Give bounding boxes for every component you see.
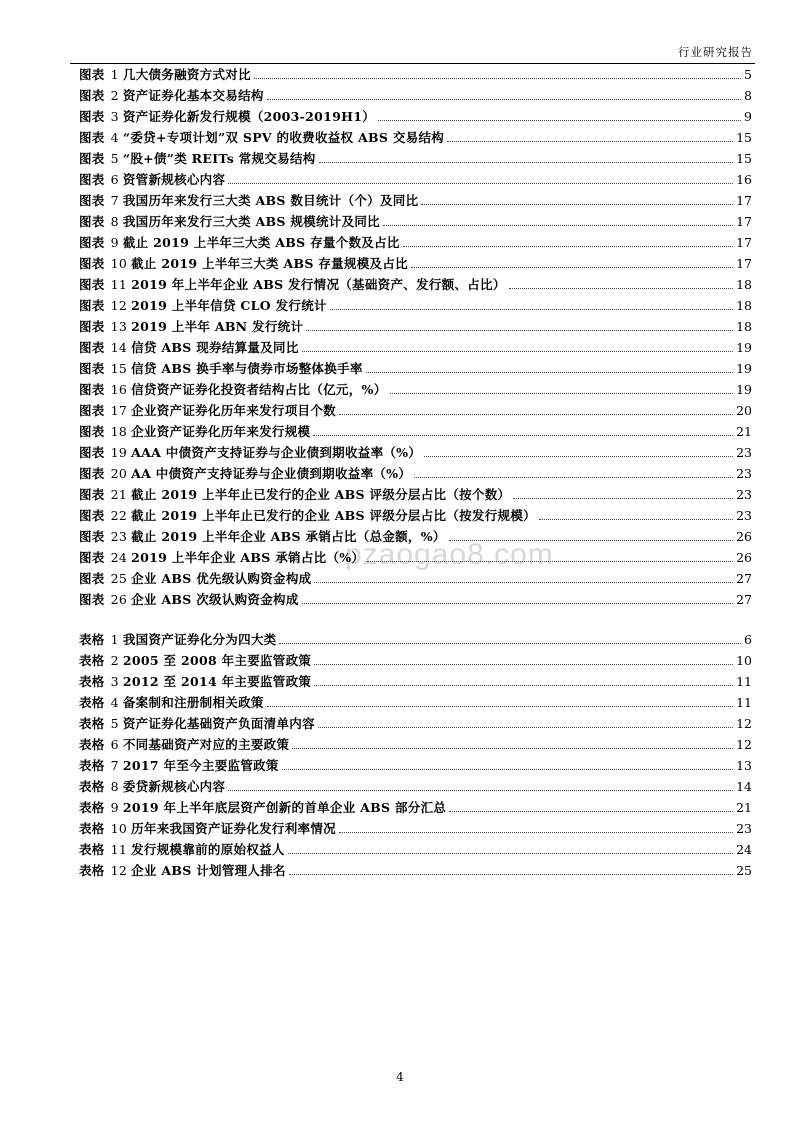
toc-dot-leader (339, 414, 733, 415)
toc-entry[interactable] (79, 379, 752, 400)
toc-entry-kind: 图表 (79, 340, 105, 355)
toc-entry-title: 企业资产证券化历年来发行规模 (131, 424, 311, 439)
toc-entry-kind: 表格 (79, 821, 105, 836)
toc-dot-leader (339, 832, 733, 833)
toc-entry-kind: 表格 (79, 842, 105, 857)
toc-entry-kind: 图表 (79, 424, 105, 439)
toc-entry-page: 15 (736, 151, 752, 166)
toc-entry-number: 22 (110, 508, 128, 523)
toc-entry-kind: 图表 (79, 256, 105, 271)
toc-entry-label (79, 568, 311, 589)
toc-entry-title: 2017 年至今主要监管政策 (122, 758, 279, 773)
toc-entry-kind: 表格 (79, 653, 105, 668)
toc-entry-title: 截止 2019 上半年止已发行的企业 ABS 评级分层占比（按发行规模） (131, 508, 536, 523)
toc-dot-leader (424, 456, 733, 457)
toc-entry-page: 23 (736, 821, 752, 836)
toc-entry-number: 12 (110, 863, 128, 878)
toc-entry-label (79, 400, 336, 421)
toc-entry-page: 11 (736, 674, 752, 689)
toc-dot-leader (378, 120, 741, 121)
toc-entry-page: 19 (736, 340, 752, 355)
toc-entry-number: 20 (110, 466, 128, 481)
toc-dot-leader (289, 874, 733, 875)
toc-entry-label (79, 629, 276, 650)
toc-entry-page: 15 (736, 130, 752, 145)
toc-dot-leader (288, 853, 733, 854)
toc-entry-kind: 图表 (79, 172, 105, 187)
toc-dot-leader (282, 769, 733, 770)
toc-entry[interactable] (79, 64, 752, 85)
toc-entry-kind: 图表 (79, 214, 105, 229)
toc-entry-label (79, 295, 327, 316)
toc-entry[interactable] (79, 797, 752, 818)
toc-entry-kind: 图表 (79, 529, 105, 544)
toc-entry-page: 13 (736, 758, 752, 773)
toc-entry-title: 不同基础资产对应的主要政策 (122, 737, 290, 752)
toc-entry-title: 截止 2019 上半年三大类 ABS 存量个数及占比 (122, 235, 400, 250)
toc-entry-kind: 图表 (79, 571, 105, 586)
toc-dot-leader (449, 540, 733, 541)
toc-entry-title: 资产证券化基础资产负面清单内容 (122, 716, 315, 731)
toc-entry-label (79, 671, 311, 692)
toc-entry[interactable] (79, 776, 752, 797)
toc-entry-label (79, 274, 506, 295)
toc-entry-label (79, 190, 418, 211)
toc-entry[interactable] (79, 671, 752, 692)
toc-entry-number: 5 (110, 151, 119, 166)
toc-dot-leader (449, 811, 733, 812)
figures-toc (79, 64, 752, 610)
toc-entry-title: 2019 上半年企业 ABS 承销占比（%） (131, 550, 365, 565)
toc-dot-leader (319, 162, 734, 163)
toc-entry-label (79, 358, 363, 379)
toc-entry-title: “委贷+专项计划”双 SPV 的收费收益权 ABS 交易结构 (122, 130, 445, 145)
toc-entry-kind: 图表 (79, 487, 105, 502)
page-header (70, 44, 755, 64)
toc-entry-label (79, 211, 380, 232)
toc-entry-label (79, 127, 444, 148)
toc-entry-label (79, 797, 446, 818)
toc-dot-leader (403, 246, 733, 247)
toc-entry-title: 企业 ABS 计划管理人排名 (131, 863, 286, 878)
toc-entry-page: 11 (736, 695, 752, 710)
toc-entry-page: 19 (736, 382, 752, 397)
toc-dot-leader (539, 519, 733, 520)
toc-entry[interactable] (79, 818, 752, 839)
toc-entry-label (79, 589, 299, 610)
toc-entry-title: 我国资产证券化分为四大类 (122, 632, 277, 647)
toc-entry-number: 17 (110, 403, 128, 418)
toc-entry-label (79, 463, 411, 484)
toc-entry-title: 资产证券化基本交易结构 (122, 88, 264, 103)
toc-entry-title: 我国历年来发行三大类 ABS 规模统计及同比 (122, 214, 380, 229)
toc-dot-leader (447, 141, 733, 142)
toc-entry-number: 10 (110, 821, 128, 836)
toc-entry-number: 7 (110, 193, 119, 208)
toc-entry-kind: 表格 (79, 758, 105, 773)
toc-entry-page: 17 (736, 214, 752, 229)
toc-entry-kind: 图表 (79, 319, 105, 334)
toc-entry-title: 企业 ABS 优先级认购资金构成 (131, 571, 312, 586)
toc-entry-kind: 图表 (79, 277, 105, 292)
toc-entry-title: AAA 中债资产支持证券与企业债到期收益率（%） (131, 445, 422, 460)
toc-dot-leader (366, 372, 733, 373)
toc-entry-kind: 表格 (79, 800, 105, 815)
toc-entry-number: 12 (110, 298, 128, 313)
toc-entry-kind: 表格 (79, 863, 105, 878)
toc-entry-label (79, 860, 286, 881)
watermark: pzaogao8.com (345, 538, 554, 571)
toc-entry-page: 27 (736, 592, 752, 607)
toc-entry-kind: 表格 (79, 737, 105, 752)
toc-dot-leader (314, 664, 733, 665)
toc-entry-page: 24 (736, 842, 752, 857)
toc-dot-leader (302, 603, 733, 604)
toc-entry[interactable] (79, 692, 752, 713)
toc-entry[interactable] (79, 106, 752, 127)
toc-entry-number: 24 (110, 550, 128, 565)
toc-entry[interactable] (79, 190, 752, 211)
toc-entry[interactable] (79, 650, 752, 671)
toc-entry-number: 9 (110, 235, 119, 250)
toc-entry[interactable] (79, 860, 752, 881)
toc-dot-leader (267, 706, 733, 707)
toc-entry-kind: 图表 (79, 193, 105, 208)
toc-entry-label (79, 505, 536, 526)
toc-entry-page: 8 (744, 88, 752, 103)
toc-entry-title: 发行规模靠前的原始权益人 (131, 842, 285, 857)
toc-entry-page: 9 (744, 109, 752, 124)
toc-entry-title: 企业 ABS 次级认购资金构成 (131, 592, 299, 607)
toc-entry-title: 2005 至 2008 年主要监管政策 (122, 653, 312, 668)
toc-entry-label (79, 379, 387, 400)
toc-entry-label (79, 232, 400, 253)
toc-entry-kind: 图表 (79, 550, 105, 565)
toc-entry-number: 14 (110, 340, 128, 355)
toc-entry-page: 20 (736, 403, 752, 418)
toc-entry[interactable] (79, 755, 752, 776)
toc-dot-leader (313, 435, 733, 436)
toc-dot-leader (302, 351, 733, 352)
toc-entry-number: 8 (110, 214, 119, 229)
toc-entry-page: 19 (736, 361, 752, 376)
toc-entry-kind: 表格 (79, 779, 105, 794)
toc-entry[interactable] (79, 713, 752, 734)
toc-entry[interactable] (79, 358, 752, 379)
toc-entry-label (79, 713, 315, 734)
toc-entry[interactable] (79, 505, 752, 526)
toc-entry-number: 5 (110, 716, 119, 731)
toc-entry-kind: 表格 (79, 716, 105, 731)
toc-entry-number: 25 (110, 571, 128, 586)
toc-entry-title: 我国历年来发行三大类 ABS 数目统计（个）及同比 (122, 193, 419, 208)
toc-dot-leader (318, 727, 733, 728)
toc-entry-page: 23 (736, 487, 752, 502)
toc-entry-title: 备案制和注册制相关政策 (122, 695, 264, 710)
toc-entry-title: 历年来我国资产证券化发行利率情况 (131, 821, 336, 836)
toc-entry[interactable] (79, 316, 752, 337)
toc-entry-title: 企业资产证券化历年来发行项目个数 (131, 403, 336, 418)
toc-entry-number: 15 (110, 361, 128, 376)
toc-entry-label (79, 316, 303, 337)
toc-entry-number: 9 (110, 800, 119, 815)
toc-entry-page: 17 (736, 256, 752, 271)
toc-entry-number: 7 (110, 758, 119, 773)
toc-entry-label (79, 734, 289, 755)
toc-entry[interactable] (79, 526, 752, 547)
toc-entry-label (79, 526, 446, 547)
toc-entry-number: 3 (110, 674, 119, 689)
toc-dot-leader (414, 477, 733, 478)
toc-entry[interactable] (79, 629, 752, 650)
toc-entry-kind: 图表 (79, 151, 105, 166)
toc-entry-number: 3 (110, 109, 119, 124)
toc-entry-label (79, 148, 316, 169)
toc-entry[interactable] (79, 484, 752, 505)
toc-dot-leader (292, 748, 733, 749)
toc-entry-number: 21 (110, 487, 128, 502)
toc-entry-title: 截止 2019 上半年三大类 ABS 存量规模及占比 (131, 256, 408, 271)
toc-entry-label (79, 839, 285, 860)
toc-entry-number: 19 (110, 445, 128, 460)
toc-entry-page: 21 (736, 424, 752, 439)
toc-entry[interactable] (79, 463, 752, 484)
toc-entry-page: 18 (736, 319, 752, 334)
toc-entry[interactable] (79, 127, 752, 148)
toc-entry-label (79, 169, 225, 190)
toc-entry-number: 23 (110, 529, 128, 544)
header-title: 行业研究报告 (678, 45, 753, 59)
toc-entry-kind: 图表 (79, 130, 105, 145)
toc-entry[interactable] (79, 442, 752, 463)
toc-entry-label (79, 755, 279, 776)
toc-entry-label (79, 692, 264, 713)
toc-entry[interactable] (79, 421, 752, 442)
toc-entry-kind: 图表 (79, 298, 105, 313)
toc-dot-leader (367, 561, 733, 562)
toc-entry-kind: 图表 (79, 88, 105, 103)
toc-dot-leader (314, 685, 733, 686)
toc-entry[interactable] (79, 839, 752, 860)
toc-dot-leader (254, 78, 741, 79)
toc-entry[interactable] (79, 400, 752, 421)
toc-dot-leader (228, 183, 733, 184)
toc-entry-title: 几大债务融资方式对比 (122, 67, 251, 82)
toc-entry-kind: 图表 (79, 109, 105, 124)
toc-entry-label (79, 442, 421, 463)
toc-entry-number: 8 (110, 779, 119, 794)
toc-entry-title: 资管新规核心内容 (122, 172, 226, 187)
toc-entry[interactable] (79, 85, 752, 106)
toc-entry-number: 18 (110, 424, 128, 439)
toc-entry-title: AA 中债资产支持证券与企业债到期收益率（%） (131, 466, 412, 481)
toc-entry-page: 12 (736, 716, 752, 731)
toc-entry-page: 6 (744, 632, 752, 647)
toc-entry-kind: 图表 (79, 508, 105, 523)
page-number: 4 (396, 1070, 404, 1084)
toc-entry-kind: 表格 (79, 695, 105, 710)
toc-entry[interactable] (79, 148, 752, 169)
toc-entry[interactable] (79, 295, 752, 316)
toc-entry-label (79, 337, 299, 358)
toc-entry-page: 10 (736, 653, 752, 668)
toc-entry[interactable] (79, 169, 752, 190)
toc-entry-title: 2019 年上半年企业 ABS 发行情况（基础资产、发行额、占比） (131, 277, 506, 292)
toc-entry-number: 2 (110, 88, 119, 103)
toc-entry-label (79, 818, 336, 839)
toc-entry-title: 截止 2019 上半年止已发行的企业 ABS 评级分层占比（按个数） (131, 487, 511, 502)
toc-entry-page: 12 (736, 737, 752, 752)
toc-entry[interactable] (79, 734, 752, 755)
toc-entry-number: 13 (110, 319, 128, 334)
toc-entry-kind: 图表 (79, 466, 105, 481)
toc-entry-label (79, 776, 225, 797)
toc-dot-leader (267, 99, 741, 100)
toc-dot-leader (513, 498, 733, 499)
toc-entry[interactable] (79, 547, 752, 568)
toc-entry-page: 5 (744, 67, 752, 82)
toc-entry-number: 1 (110, 632, 119, 647)
toc-dot-leader (383, 225, 733, 226)
toc-dot-leader (306, 330, 733, 331)
toc-dot-leader (330, 309, 733, 310)
toc-entry-title: 资产证券化新发行规模（2003-2019H1） (122, 109, 376, 124)
toc-entry-number: 6 (110, 737, 119, 752)
toc-entry-label (79, 64, 251, 85)
toc-entry[interactable] (79, 568, 752, 589)
toc-entry-label (79, 547, 364, 568)
toc-entry-title: 信贷 ABS 现券结算量及同比 (131, 340, 299, 355)
toc-entry-number: 11 (110, 842, 128, 857)
toc-entry-title: 委贷新规核心内容 (122, 779, 226, 794)
toc-entry-title: 2019 上半年信贷 CLO 发行统计 (131, 298, 327, 313)
tables-toc (79, 629, 752, 881)
toc-entry-title: 2019 年上半年底层资产创新的首单企业 ABS 部分汇总 (122, 800, 447, 815)
toc-entry[interactable] (79, 274, 752, 295)
toc-entry-kind: 图表 (79, 403, 105, 418)
toc-entry-label (79, 484, 510, 505)
toc-entry-number: 16 (110, 382, 128, 397)
toc-entry-label (79, 421, 310, 442)
toc-entry-page: 26 (736, 550, 752, 565)
toc-entry-title: 2019 上半年 ABN 发行统计 (131, 319, 304, 334)
toc-entry-page: 27 (736, 571, 752, 586)
toc-entry-page: 14 (736, 779, 752, 794)
toc-entry-page: 21 (736, 800, 752, 815)
toc-entry-kind: 图表 (79, 235, 105, 250)
toc-entry-label (79, 650, 311, 671)
toc-entry[interactable] (79, 589, 752, 610)
toc-entry-kind: 图表 (79, 67, 105, 82)
toc-entry-title: “股+债”类 REITs 常规交易结构 (122, 151, 316, 166)
toc-entry-number: 10 (110, 256, 128, 271)
toc-dot-leader (228, 790, 733, 791)
toc-entry-label (79, 106, 375, 127)
toc-entry-page: 17 (736, 235, 752, 250)
toc-entry-title: 信贷 ABS 换手率与债券市场整体换手率 (131, 361, 363, 376)
toc-entry-page: 23 (736, 445, 752, 460)
toc-entry[interactable] (79, 253, 752, 274)
toc-entry-number: 6 (110, 172, 119, 187)
toc-entry[interactable] (79, 232, 752, 253)
toc-entry-kind: 图表 (79, 445, 105, 460)
toc-dot-leader (421, 204, 733, 205)
toc-entry-page: 23 (736, 508, 752, 523)
toc-entry-kind: 图表 (79, 361, 105, 376)
toc-dot-leader (509, 288, 733, 289)
toc-entry-kind: 图表 (79, 592, 105, 607)
toc-entry-page: 16 (736, 172, 752, 187)
toc-entry-number: 1 (110, 67, 119, 82)
toc-entry-label (79, 253, 408, 274)
toc-entry-page: 23 (736, 466, 752, 481)
toc-entry-kind: 表格 (79, 632, 105, 647)
toc-entry-number: 4 (110, 130, 119, 145)
toc-dot-leader (411, 267, 733, 268)
toc-entry-title: 截止 2019 上半年企业 ABS 承销占比（总金额，%） (131, 529, 446, 544)
toc-entry[interactable] (79, 337, 752, 358)
toc-entry[interactable] (79, 211, 752, 232)
toc-entry-title: 信贷资产证券化投资者结构占比（亿元，%） (131, 382, 387, 397)
toc-dot-leader (314, 582, 733, 583)
toc-entry-page: 26 (736, 529, 752, 544)
toc-entry-page: 18 (736, 277, 752, 292)
toc-entry-number: 26 (110, 592, 128, 607)
toc-entry-page: 17 (736, 193, 752, 208)
toc-entry-title: 2012 至 2014 年主要监管政策 (122, 674, 312, 689)
toc-dot-leader (390, 393, 734, 394)
toc-entry-page: 18 (736, 298, 752, 313)
toc-entry-page: 25 (736, 863, 752, 878)
toc-entry-number: 4 (110, 695, 119, 710)
toc-entry-kind: 表格 (79, 674, 105, 689)
toc-dot-leader (279, 643, 741, 644)
toc-entry-label (79, 85, 264, 106)
toc-entry-number: 2 (110, 653, 119, 668)
toc-entry-number: 11 (110, 277, 128, 292)
toc-entry-kind: 图表 (79, 382, 105, 397)
